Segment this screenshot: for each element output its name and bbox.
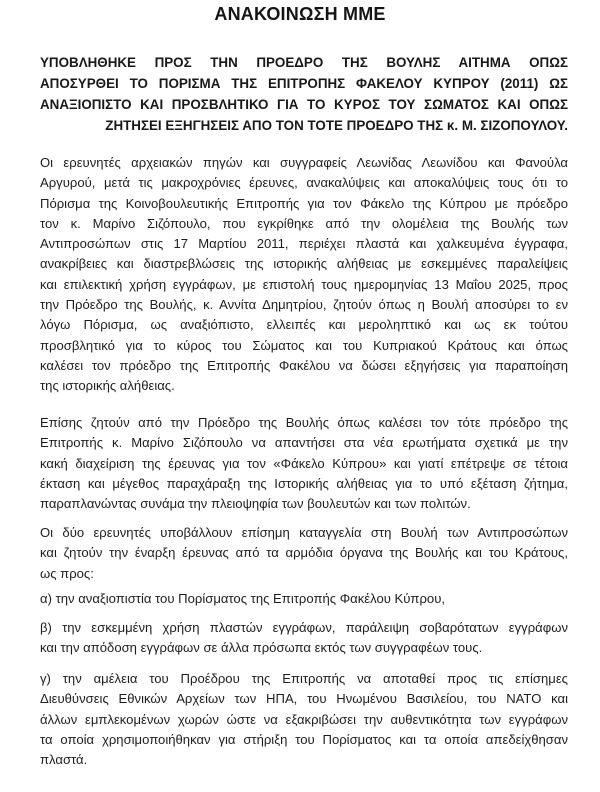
paragraph-3 <box>40 523 568 584</box>
body-line: παραπλανώντας συνάμα την πλειοψηφία των βουλευτών και των πολιτών. <box>40 496 471 512</box>
paragraph-1 <box>40 153 568 397</box>
body-line: και ζητούν την έναρξη έρευνας από τα αρμόδια όργανα της Βουλής και του Κράτους, <box>40 545 568 561</box>
headline-line: ΥΠΟΒΛΗΘΗΚΕ ΠΡΟΣ ΤΗΝ ΠΡΟΕΔΡΟ ΤΗΣ ΒΟΥΛΗΣ ΑΙΤΗΜΑ ΟΠΩΣ <box>40 55 568 70</box>
body-line: λόγω Πόρισμα, ως αναξιόπιστο, ελλειπές και μεροληπτικό και ως εκ τούτου <box>40 317 568 333</box>
body-line: τον κ. Μαρίνο Σιζόπουλο, που εγκρίθηκε από την ολομέλεια της Βουλής των <box>40 215 568 231</box>
body-line: Οι δύο ερευνητές υποβάλλουν επίσημη καταγγελία στη Βουλή των Αντιπροσώπων <box>40 525 568 540</box>
headline <box>40 52 568 136</box>
body-line: κακή διαχείριση της έρευνας για τον «Φάκελο Κύπρου» και γιατί επέτρεψε σε τέτοια <box>40 455 568 471</box>
body-line: γ) την αμέλεια του Προέδρου της Επιτροπής να αποταθεί προς τις επίσημες <box>40 671 568 686</box>
body-line: Πόρισμα της Κοινοβουλευτικής Επιτροπής για τον Φάκελο της Κύπρου με πρόεδρο <box>40 195 568 211</box>
body-line: ανακρίβειες και διαστρεβλώσεις της ιστορικής αλήθειας με εσκεμμένες παραλείψεις <box>40 256 568 272</box>
body-line: ως προς: <box>40 565 94 581</box>
body-line: Αργυρού, μετά τις μακροχρόνιες έρευνες, ανακαλύψεις και αποκαλύψεις τους ότι το <box>40 175 568 191</box>
body-line: α) την αναξιοπιστία του Πορίσματος της Επιτροπής Φακέλου Κύπρου, <box>40 591 445 606</box>
body-line: και την απόδοση εγγράφων σε άλλα πρόσωπα εκτός των συγγραφέων τους. <box>40 640 483 656</box>
body-line: Επίσης ζητούν από την Πρόεδρο της Βουλής όπως καλέσει τον τότε πρόεδρο της <box>40 415 568 430</box>
body-line: Αντιπροσώπων στις 17 Μαρτίου 2011, περιέχει πλαστά και χαλκευμένα έγγραφα, <box>40 236 568 252</box>
headline-line: ΑΠΟΣΥΡΘΕΙ ΤΟ ΠΟΡΙΣΜΑ ΤΗΣ ΕΠΙΤΡΟΠΗΣ ΦΑΚΕΛΟΥ ΚΥΠΡΟΥ (2011) ΩΣ <box>40 76 568 91</box>
headline-line: ΖΗΤΗΣΕΙ ΕΞΗΓΗΣΕΙΣ ΑΠΟ ΤΟΝ ΤΟΤΕ ΠΡΟΕΔΡΟ ΤΗΣ κ. Μ. ΣΙΖΟΠΟΥΛΟΥ. <box>105 118 568 133</box>
body-line: Επιτροπής κ. Μαρίνο Σιζόπουλο να απαντήσει στα νέα ερωτήματα σχετικά με την <box>40 435 568 451</box>
body-line: καλέσει τον πρόεδρο της Επιτροπής Φακέλου να δώσει εξηγήσεις για παραποίηση <box>40 357 568 373</box>
body-line: πλαστά. <box>40 752 88 768</box>
body-line: προσβλητικό για το κύρος του Σώματος και του Κυπριακού Κράτους και όπως <box>40 337 568 353</box>
body-line: τα οποία χρησιμοποιήθηκαν για στήριξη του Πορίσματος και τα οποία απεδείχθησαν <box>40 731 568 747</box>
body-line: Διευθύνσεις Εθνικών Αρχείων των ΗΠΑ, του Ηνωμένου Βασιλείου, του ΝΑΤΟ και <box>40 691 568 707</box>
body-line: άλλων εμπλεκομένων χωρών ώστε να εξακριβώσει την αυθεντικότητα των εγγράφων <box>40 711 568 727</box>
document-title: ΑΝΑΚΟΙΝΩΣΗ ΜΜΕ <box>214 4 386 24</box>
list-item-a <box>40 589 568 609</box>
list-item-b <box>40 618 568 659</box>
body-line: την Πρόεδρο της Βουλής, κ. Αννίτα Δημητρίου, ζητούν όπως η Βουλή αποσύρει το εν <box>40 297 568 313</box>
body-line: β) την εσκεμμένη χρήση πλαστών εγγράφων, παράλειψη σοβαρότατων εγγράφων <box>40 620 568 635</box>
body-line: και επιλεκτική χρήση εγγράφων, με επιστολή τους ημερομηνίας 13 Μαΐου 2025, προς <box>40 276 568 292</box>
paragraph-2 <box>40 413 568 514</box>
list-item-c <box>40 669 568 770</box>
body-line: της ιστορικής αλήθειας. <box>40 378 175 394</box>
body-line: Οι ερευνητές αρχειακών πηγών και συγγραφείς Λεωνίδας Λεωνίδου και Φανούλα <box>40 155 568 170</box>
headline-line: ΑΝΑΞΙΟΠΙΣΤΟ ΚΑΙ ΠΡΟΣΒΛΗΤΙΚΟ ΓΙΑ ΤΟ ΚΥΡΟΣ ΤΟΥ ΣΩΜΑΤΟΣ ΚΑΙ ΟΠΩΣ <box>40 97 568 112</box>
body-line: έκταση και μέγεθος παραχάραξη της Ιστορικής αλήθειας για το υπό εξέταση ζήτημα, <box>40 475 568 491</box>
